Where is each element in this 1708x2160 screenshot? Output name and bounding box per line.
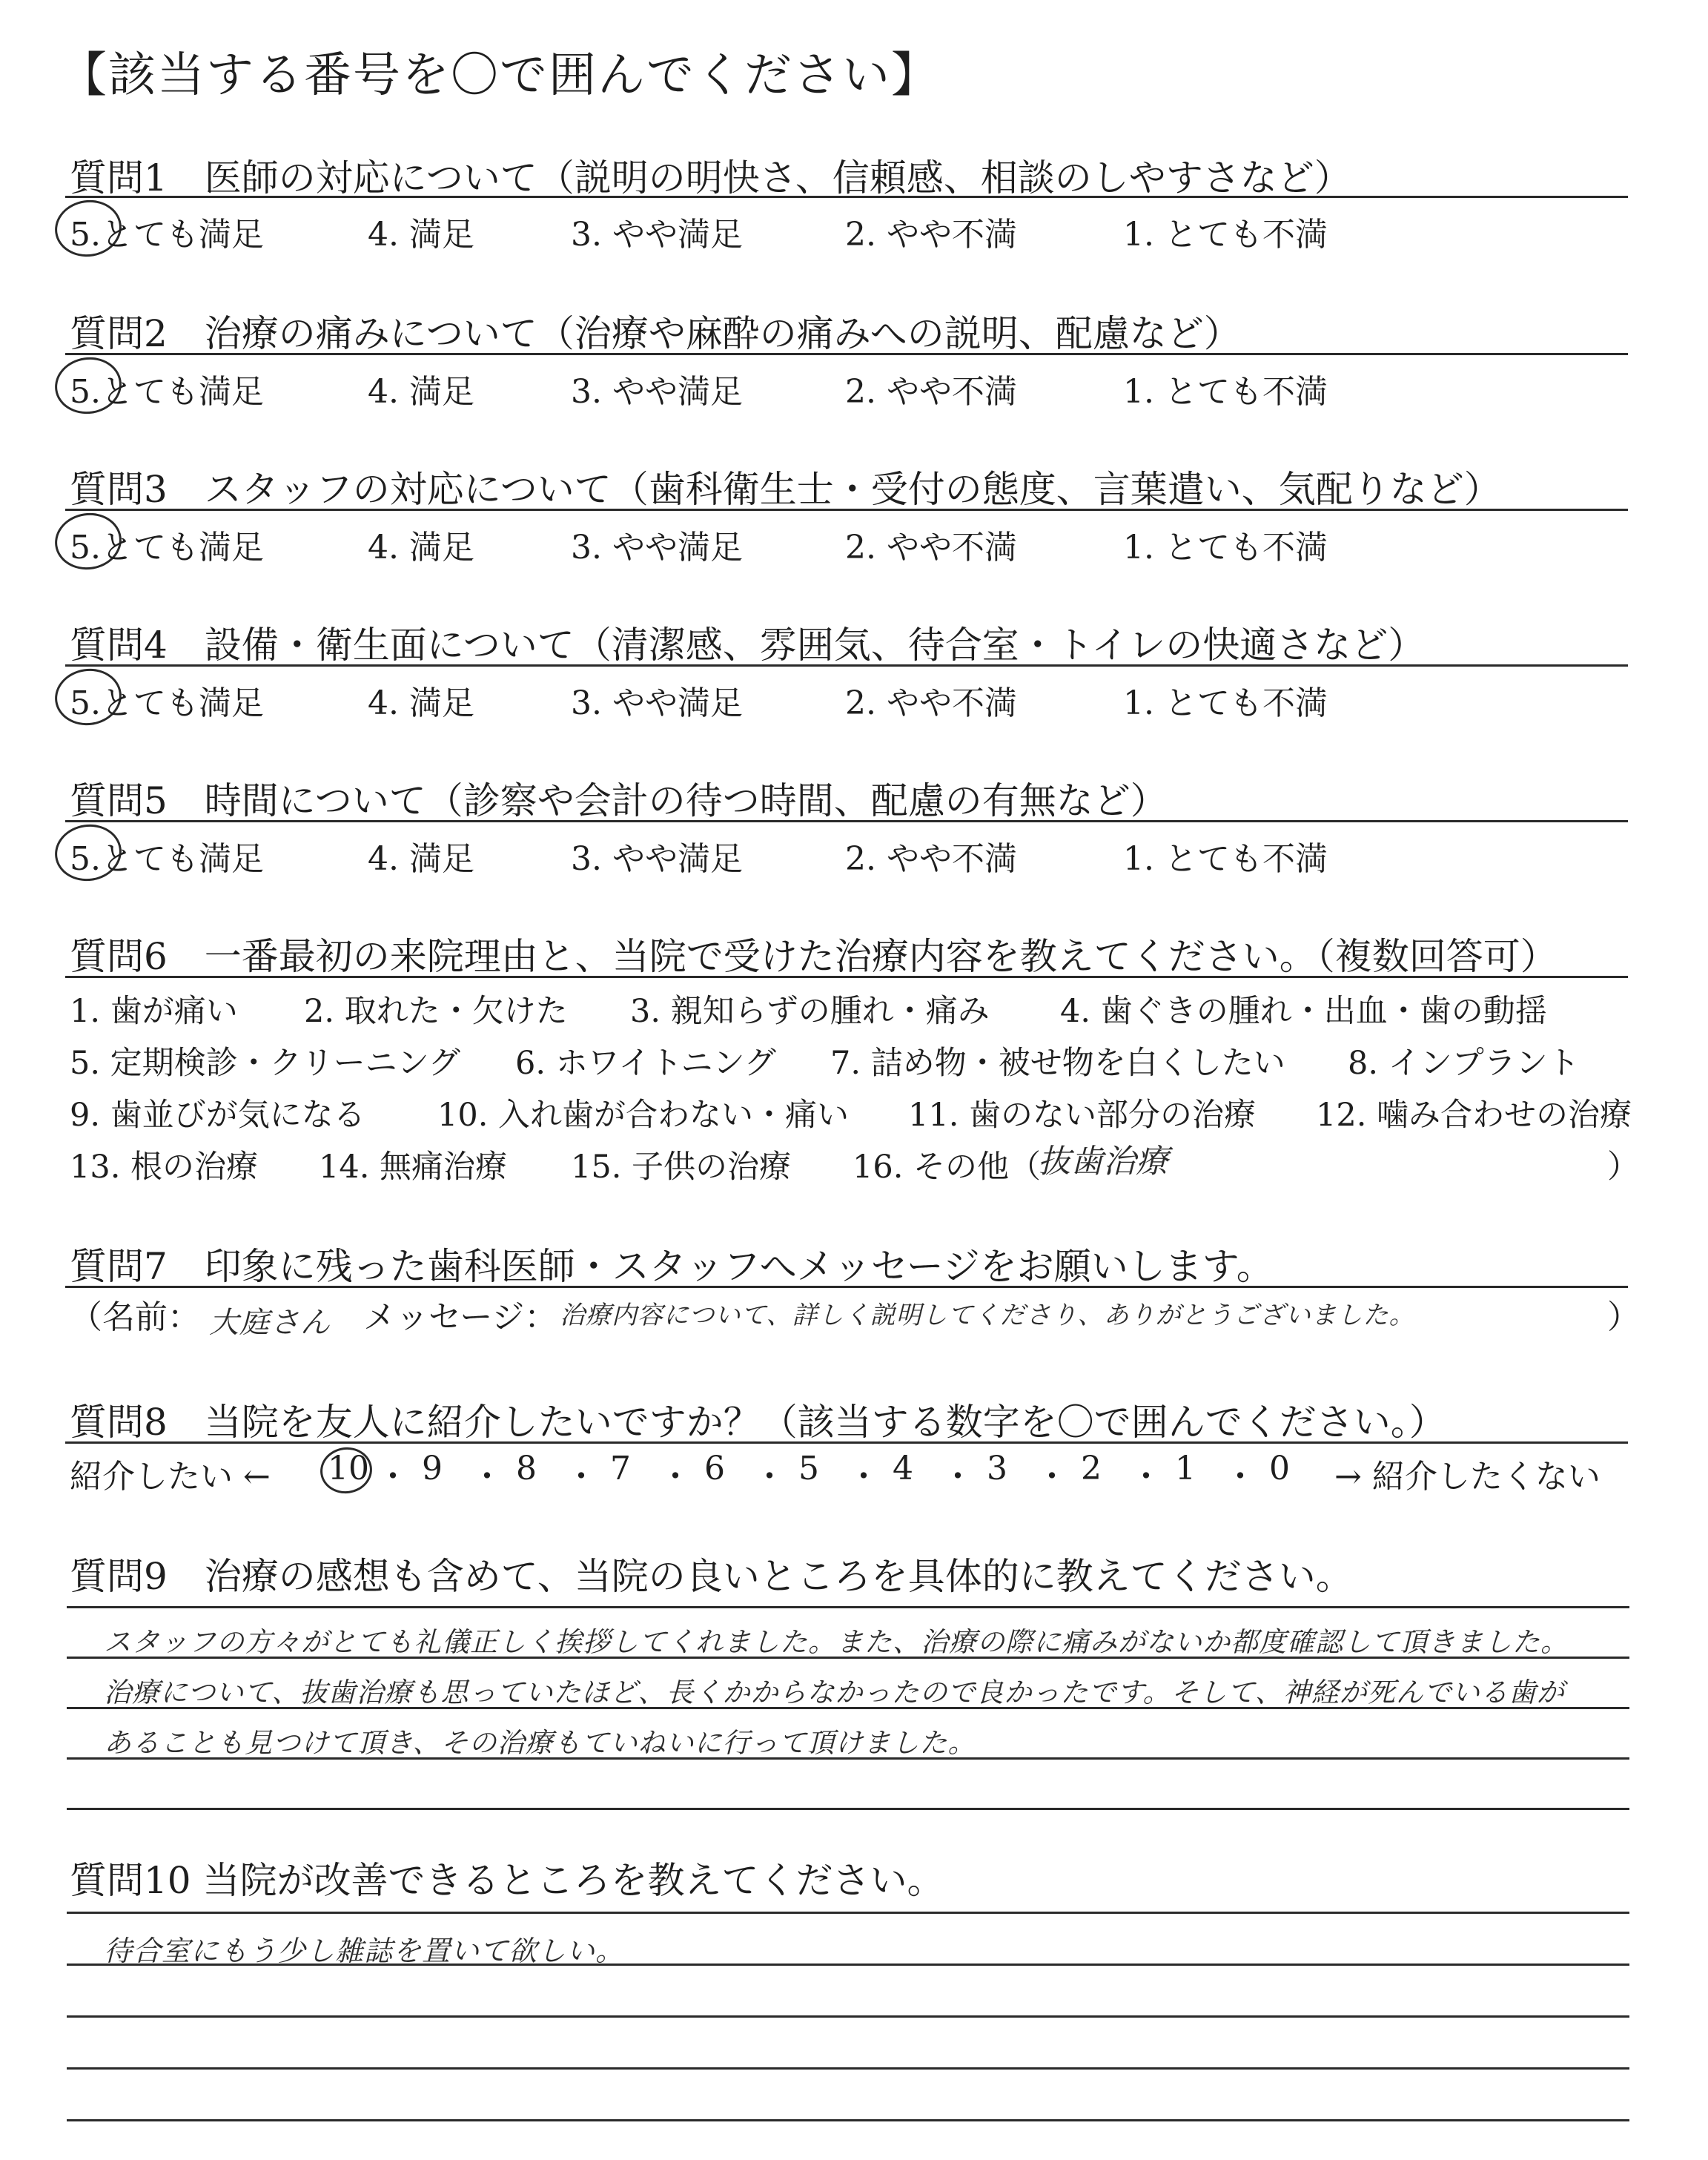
question-8-title: 質問8 当院を友人に紹介したいですか？（該当する数字を〇で囲んでください。） — [70, 1401, 1446, 1444]
q2-option-1[interactable]: 1. とても不満 — [1123, 373, 1328, 411]
q6-option-2[interactable]: 2. 取れた・欠けた — [304, 993, 568, 1030]
q1-option-4[interactable]: 4. 満足 — [368, 216, 474, 254]
q9-answer-line-2[interactable]: 治療について、抜歯治療も思っていたほど、長くかからなかったので良かったです。そして、神経が死んでいる歯が — [104, 1677, 1565, 1708]
q8-right-label: → 紹介したくない — [1334, 1458, 1601, 1496]
q10-line-2 — [67, 2015, 1629, 2018]
question-6-rule — [65, 976, 1628, 978]
q1-option-1[interactable]: 1. とても不満 — [1123, 216, 1328, 254]
q4-option-4[interactable]: 4. 満足 — [368, 684, 474, 722]
q4-option-3[interactable]: 3. やや満足 — [571, 684, 743, 722]
question-6-title: 質問6 一番最初の来院理由と、当院で受けた治療内容を教えてください。（複数回答可） — [70, 935, 1558, 978]
q7-name-value[interactable]: 大庭さん — [209, 1306, 331, 1340]
q1-option-5[interactable]: 5.とても満足 — [70, 216, 264, 254]
q6-option-15[interactable]: 15. 子供の治療 — [571, 1149, 792, 1186]
q5-option-2[interactable]: 2. やや不満 — [845, 840, 1017, 878]
question-3-rule — [65, 509, 1628, 511]
question-9-title: 質問9 治療の感想も含めて、当院の良いところを具体的に教えてください。 — [70, 1555, 1353, 1598]
q2-option-5[interactable]: 5.とても満足 — [70, 373, 264, 411]
q8-scale-4[interactable]: 4 — [893, 1450, 913, 1487]
q5-option-1[interactable]: 1. とても不満 — [1123, 840, 1328, 878]
q6-option-12[interactable]: 12. 噛み合わせの治療 — [1316, 1097, 1632, 1134]
q8-left-label: 紹介したい ← — [70, 1458, 271, 1496]
question-4-title: 質問4 設備・衛生面について（清潔感、雰囲気、待合室・トイレの快適さなど） — [70, 624, 1426, 667]
q2-option-2[interactable]: 2. やや不満 — [845, 373, 1017, 411]
q3-option-5[interactable]: 5.とても満足 — [70, 529, 264, 567]
q8-scale-7[interactable]: 7 — [610, 1450, 631, 1487]
q9-answer-line-3[interactable]: あることも見つけて頂き、その治療もていねいに行って頂けました。 — [104, 1727, 976, 1759]
q6-other-close: ） — [1607, 1149, 1639, 1186]
q10-line-0 — [67, 1912, 1629, 1914]
question-1-title: 質問1 医師の対応について（説明の明快さ、信頼感、相談のしやすさなど） — [70, 156, 1351, 199]
q5-option-4[interactable]: 4. 満足 — [368, 840, 474, 878]
q4-option-2[interactable]: 2. やや不満 — [845, 684, 1017, 722]
q8-scale-10[interactable]: 10 — [328, 1450, 369, 1487]
q8-scale-separator: ・ — [753, 1458, 786, 1496]
question-1-rule — [65, 196, 1628, 198]
q8-scale-3[interactable]: 3 — [987, 1450, 1007, 1487]
q6-option-5[interactable]: 5. 定期検診・クリーニング — [70, 1045, 460, 1082]
q6-option-1[interactable]: 1. 歯が痛い — [70, 993, 238, 1030]
q10-line-4 — [67, 2119, 1629, 2121]
q3-option-4[interactable]: 4. 満足 — [368, 529, 474, 567]
question-10-title: 質問10 当院が改善できるところを教えてください。 — [70, 1859, 944, 1902]
q3-option-3[interactable]: 3. やや満足 — [571, 529, 743, 567]
q8-scale-8[interactable]: 8 — [516, 1450, 537, 1487]
q8-scale-9[interactable]: 9 — [422, 1450, 443, 1487]
question-4-rule — [65, 664, 1628, 667]
q2-option-3[interactable]: 3. やや満足 — [571, 373, 743, 411]
q7-message-label: メッセージ： — [363, 1298, 557, 1336]
q8-scale-separator: ・ — [659, 1458, 692, 1496]
q4-option-5[interactable]: 5.とても満足 — [70, 684, 264, 722]
question-5-title: 質問5 時間について（診察や会計の待つ時間、配慮の有無など） — [70, 779, 1168, 822]
q8-scale-separator: ・ — [565, 1458, 598, 1496]
q8-scale-separator: ・ — [1224, 1458, 1257, 1496]
q8-scale-separator: ・ — [377, 1458, 409, 1496]
q3-option-1[interactable]: 1. とても不満 — [1123, 529, 1328, 567]
question-2-title: 質問2 治療の痛みについて（治療や麻酔の痛みへの説明、配慮など） — [70, 312, 1241, 355]
q10-line-3 — [67, 2067, 1629, 2070]
q7-message-value[interactable]: 治療内容について、詳しく説明してくださり、ありがとうございました。 — [560, 1301, 1415, 1330]
q8-scale-2[interactable]: 2 — [1081, 1450, 1102, 1487]
q5-option-5[interactable]: 5.とても満足 — [70, 840, 264, 878]
q8-scale-1[interactable]: 1 — [1175, 1450, 1196, 1487]
q6-option-10[interactable]: 10. 入れ歯が合わない・痛い — [437, 1097, 850, 1134]
q10-answer-line-1[interactable]: 待合室にもう少し雑誌を置いて欲しい。 — [104, 1935, 625, 1967]
question-7-title: 質問7 印象に残った歯科医師・スタッフへメッセージをお願いします。 — [70, 1245, 1274, 1288]
q6-other-answer[interactable]: 抜歯治療 — [1038, 1143, 1168, 1180]
q8-scale-separator: ・ — [1036, 1458, 1068, 1496]
q5-option-3[interactable]: 3. やや満足 — [571, 840, 743, 878]
question-2-rule — [65, 353, 1628, 355]
q8-scale-separator: ・ — [941, 1458, 974, 1496]
q6-option-9[interactable]: 9. 歯並びが気になる — [70, 1097, 365, 1134]
q6-option-16[interactable]: 16. その他（ — [853, 1149, 1042, 1186]
q6-option-8[interactable]: 8. インプラント — [1348, 1045, 1580, 1082]
q2-option-4[interactable]: 4. 満足 — [368, 373, 474, 411]
q6-option-14[interactable]: 14. 無痛治療 — [319, 1149, 508, 1186]
question-3-title: 質問3 スタッフの対応について（歯科衛生士・受付の態度、言葉遣い、気配りなど） — [70, 468, 1501, 511]
q6-option-11[interactable]: 11. 歯のない部分の治療 — [908, 1097, 1257, 1134]
q9-line-0 — [67, 1606, 1629, 1608]
q7-close: ） — [1607, 1298, 1640, 1336]
question-8-rule — [65, 1441, 1628, 1444]
q8-scale-separator: ・ — [847, 1458, 880, 1496]
q7-name-label: （名前： — [70, 1298, 200, 1336]
q1-option-2[interactable]: 2. やや不満 — [845, 216, 1017, 254]
q3-option-2[interactable]: 2. やや不満 — [845, 529, 1017, 567]
q9-line-4 — [67, 1808, 1629, 1810]
q8-scale-5[interactable]: 5 — [798, 1450, 819, 1487]
q8-scale-0[interactable]: 0 — [1269, 1450, 1290, 1487]
q4-option-1[interactable]: 1. とても不満 — [1123, 684, 1328, 722]
q6-option-13[interactable]: 13. 根の治療 — [70, 1149, 259, 1186]
q8-scale-6[interactable]: 6 — [704, 1450, 725, 1487]
q1-option-3[interactable]: 3. やや満足 — [571, 216, 743, 254]
form-instruction: 【該当する番号を〇で囲んでください】 — [59, 48, 940, 103]
q9-answer-line-1[interactable]: スタッフの方々がとても礼儀正しく挨拶してくれました。また、治療の際に痛みがないか都度確認して頂きました。 — [104, 1626, 1569, 1658]
q6-option-7[interactable]: 7. 詰め物・被せ物を白くしたい — [830, 1045, 1285, 1082]
question-5-rule — [65, 820, 1628, 822]
q6-option-3[interactable]: 3. 親知らずの腫れ・痛み — [630, 993, 990, 1030]
q8-scale-separator: ・ — [1130, 1458, 1162, 1496]
q6-option-6[interactable]: 6. ホワイトニング — [515, 1045, 776, 1082]
q8-scale-separator: ・ — [471, 1458, 503, 1496]
q6-option-4[interactable]: 4. 歯ぐきの腫れ・出血・歯の動揺 — [1060, 993, 1547, 1030]
question-7-rule — [65, 1286, 1628, 1288]
